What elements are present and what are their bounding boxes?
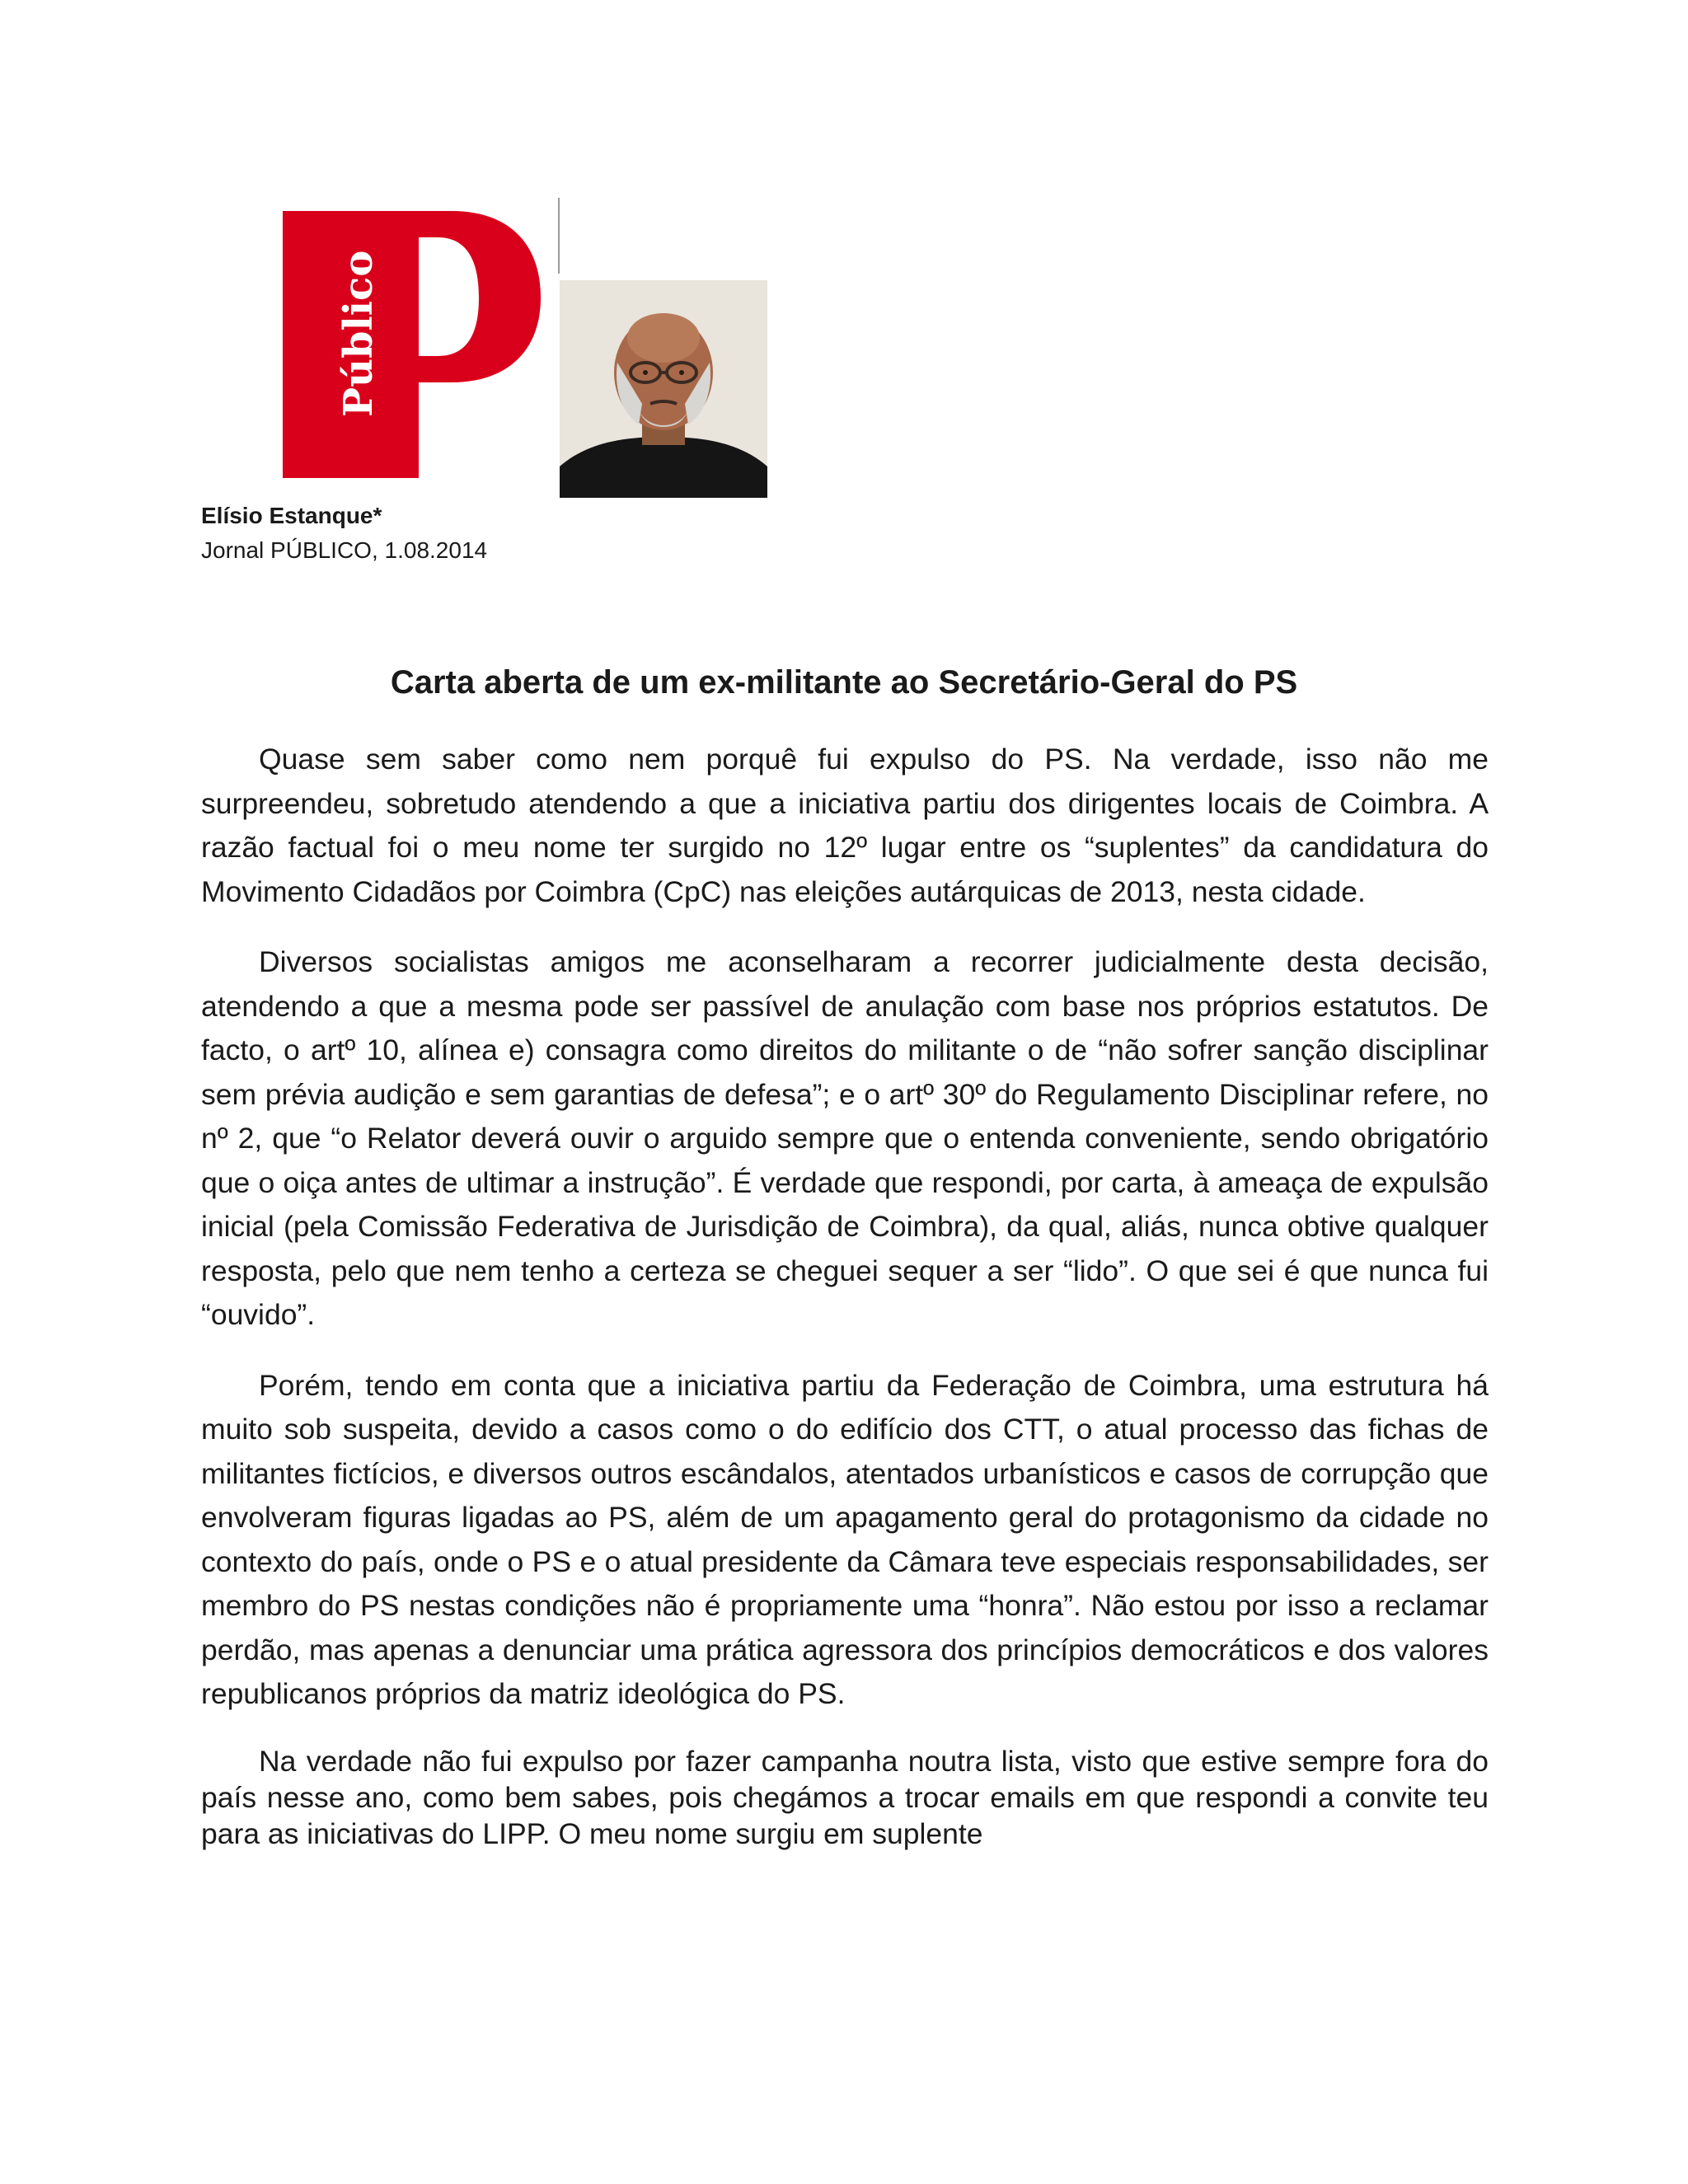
article-body: [201, 738, 1489, 1878]
publico-logo-icon: [283, 211, 541, 478]
byline: [201, 499, 487, 568]
paragraph: Diversos socialistas amigos me aconselharam a recorrer judicialmente desta decisão, atendendo a que a mesma pode ser passível de anulação com base nos próprios estatutos. De facto, o artº 10, alínea e) consagra como direitos do militante o de “não sofrer sanção disciplinar sem prévia audição e sem garantias de defesa”; e o artº 30º do Regulamento Disciplinar refere, no nº 2, que “o Relator deverá ouvir o arguido sempre que o entenda conveniente, sendo obrigatório que o oiça antes de ultimar a instrução”. É verdade que respondi, por carta, à ameaça de expulsão inicial (pela Comissão Federativa de Jurisdição de Coimbra), da qual, aliás, nunca obtive qualquer resposta, pelo que nem tenho a certeza se cheguei sequer a ser “lido”. O que sei é que nunca fui “ouvido”.: [201, 945, 1489, 1331]
author-name: Elísio Estanque*: [201, 503, 382, 528]
article-title: Carta aberta de um ex-militante ao Secretário-Geral do PS: [390, 664, 1298, 701]
publication-date: Jornal PÚBLICO, 1.08.2014: [201, 537, 488, 563]
paragraph: Quase sem saber como nem porquê fui expulso do PS. Na verdade, isso não me surpreendeu, sobretudo atendendo a que a iniciativa partiu dos dirigentes locais de Coimbra. A razão factual foi o meu nome ter surgido no 12º lugar entre os “suplentes” da candidatura do Movimento Cidadãos por Coimbra (CpC) nas eleições autárquicas de 2013, nesta cidade.: [201, 743, 1489, 908]
publico-wordmark: Público: [335, 250, 382, 417]
logo-divider: [558, 198, 560, 274]
author-portrait-icon: [560, 280, 767, 498]
paragraph: Porém, tendo em conta que a iniciativa partiu da Federação de Coimbra, uma estrutura há muito sob suspeita, devido a casos como o do edifício dos CTT, o atual processo das fichas de militantes fictícios, e diversos outros escândalos, atentados urbanísticos e casos de corrupção que envolveram figuras ligadas ao PS, além de um apagamento geral do protagonismo da cidade no contexto do país, onde o PS e o atual presidente da Câmara teve especiais responsabilidades, ser membro do PS nestas condições não é propriamente uma “honra”. Não estou por isso a reclamar perdão, mas apenas a denunciar uma prática agressora dos princípios democráticos e dos valores republicanos próprios da matriz ideológica do PS.: [201, 1368, 1489, 1710]
paragraph: Na verdade não fui expulso por fazer campanha noutra lista, visto que estive sempre fora do país nesse ano, como bem sabes, pois chegámos a trocar emails em que respondi a convite teu para as iniciativas do LIPP. O meu nome surgiu em suplente: [201, 1744, 1489, 1850]
